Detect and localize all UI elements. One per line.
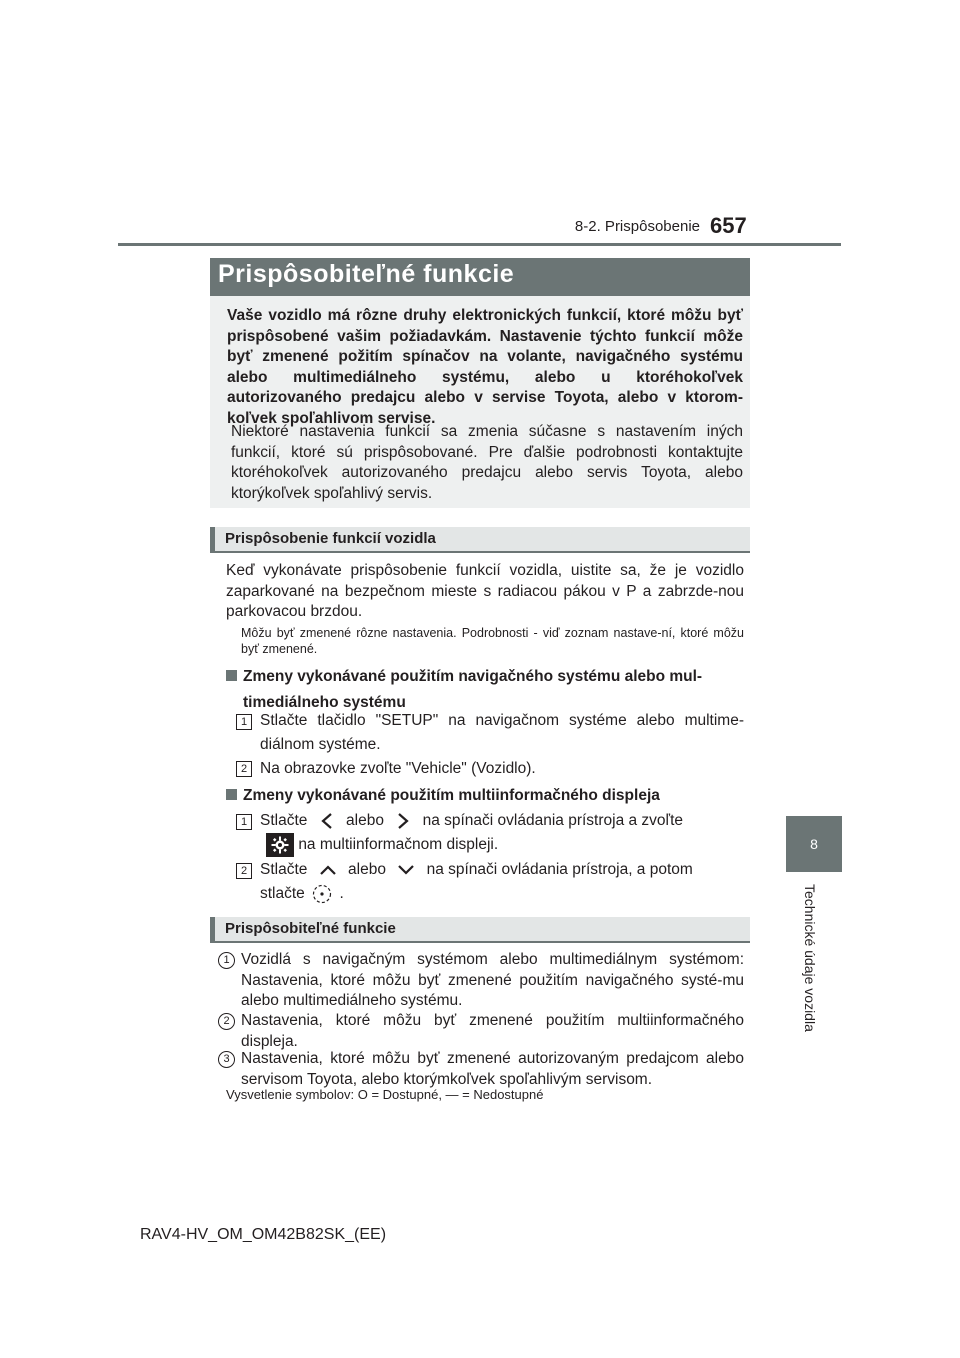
section1-note: Môžu byť zmenené rôzne nastavenia. Podrobnosti - viď zoznam nastave-ní, ktoré môžu byť zmenené. bbox=[241, 626, 744, 656]
step-number-badge: 1 bbox=[236, 814, 252, 830]
multi-display-heading: Zmeny vykonávané použitím multiinformačného displeja bbox=[226, 783, 744, 809]
step-number-badge: 2 bbox=[236, 863, 252, 879]
header-divider bbox=[118, 243, 841, 246]
section2-heading: Prispôsobiteľné funkcie bbox=[225, 920, 396, 937]
ok-button-icon bbox=[309, 883, 335, 905]
multi-step2-line1: Stlačte alebo na spínači ovládania prístroja, a potom bbox=[260, 861, 693, 878]
arrow-up-icon bbox=[312, 861, 344, 879]
section1-header-accent bbox=[210, 527, 215, 551]
page-number: 657 bbox=[710, 213, 747, 238]
section1-heading: Prispôsobenie funkcií vozidla bbox=[225, 530, 436, 547]
multi-step1-line2: na multiinformačnom displeji. bbox=[260, 833, 744, 857]
section1-header-rule bbox=[210, 551, 750, 553]
page-title: Prispôsobiteľné funkcie bbox=[218, 260, 515, 288]
nav-change-heading: Zmeny vykonávané použitím navigačného systému alebo mul- timediálneho systému bbox=[226, 664, 744, 716]
feature-item-text: Nastavenia, ktoré môžu byť zmenené použitím multiinformačného displeja. bbox=[241, 1012, 744, 1050]
item-number-circle: 2 bbox=[218, 1013, 235, 1030]
arrow-left-icon bbox=[312, 811, 342, 831]
chapter-number: 8 bbox=[810, 836, 818, 852]
section1-paragraph: Keď vykonávate prispôsobenie funkcií vozidla, uistite sa, že je vozidlo zaparkované na bezpečnom mieste s radiacou pákou v P a zabrzde-nou parkovacou brzdou. bbox=[226, 562, 744, 620]
bullet-square-icon bbox=[226, 789, 237, 800]
item-number-circle: 1 bbox=[218, 952, 235, 969]
symbol-legend: Vysvetlenie symbolov: O = Dostupné, — = Nedostupné bbox=[226, 1087, 544, 1102]
section2-header-accent bbox=[210, 917, 215, 941]
intro-note-text: Niektoré nastavenia funkcií sa zmenia súčasne s nastavením iných funkcií, ktoré sú prispôsobované. Pre ďalšie podrobnosti kontaktujte ktoréhokoľvek autorizovaného predajcu alebo servis Toyota, alebo ktorýkoľvek spoľahlivý servis. bbox=[231, 423, 743, 502]
intro-bold-text: Vaše vozidlo má rôzne druhy elektronických funkcií, ktoré môžu byť prispôsobené vašim požiadavkám. Nastavenie týchto funkcií môže byť zmenené požitím spínačov na volante, navigačného systému alebo multimediálneho systému, alebo u ktoréhokoľvek autorizovaného predajcu alebo v servise Toyota, alebo v ktorom-koľvek spoľahlivom servise. bbox=[227, 307, 743, 427]
feature-item-text: Nastavenia, ktoré môžu byť zmenené autorizovaným predajcom alebo servisom Toyota, alebo ktorýmkoľvek spoľahlivým servisom. bbox=[241, 1050, 744, 1088]
step-number-badge: 2 bbox=[236, 761, 252, 777]
nav-step2-text: Na obrazovke zvoľte "Vehicle" (Vozidlo). bbox=[260, 760, 536, 777]
feature-item-text: Vozidlá s navigačným systémom alebo multimediálnym systémom: Nastavenia, ktoré môžu byť zmenené použitím navigačného systé-mu alebo multimediálneho systému. bbox=[241, 951, 744, 1009]
chapter-side-label bbox=[802, 884, 822, 1034]
settings-gear-icon bbox=[262, 833, 294, 857]
bullet-square-icon bbox=[226, 670, 237, 681]
section-reference: 8-2. Prispôsobenie bbox=[574, 218, 700, 235]
multi-step2-line2: stlačte . bbox=[260, 882, 744, 906]
step-number-badge: 1 bbox=[236, 714, 252, 730]
section2-header-rule bbox=[210, 941, 750, 943]
document-code-footer: RAV4-HV_OM_OM42B82SK_(EE) bbox=[140, 1226, 387, 1243]
arrow-right-icon bbox=[388, 811, 418, 831]
chapter-tab bbox=[786, 816, 842, 872]
nav-step1-text: Stlačte tlačidlo "SETUP" na navigačnom systéme alebo multime-diálnom systéme. bbox=[260, 712, 744, 753]
multi-step1-line1: Stlačte alebo na spínači ovládania prístroja a zvoľte bbox=[260, 812, 683, 829]
arrow-down-icon bbox=[390, 861, 422, 879]
chapter-side-label-text: Technické údaje vozidla bbox=[802, 884, 818, 1032]
item-number-circle: 3 bbox=[218, 1051, 235, 1068]
